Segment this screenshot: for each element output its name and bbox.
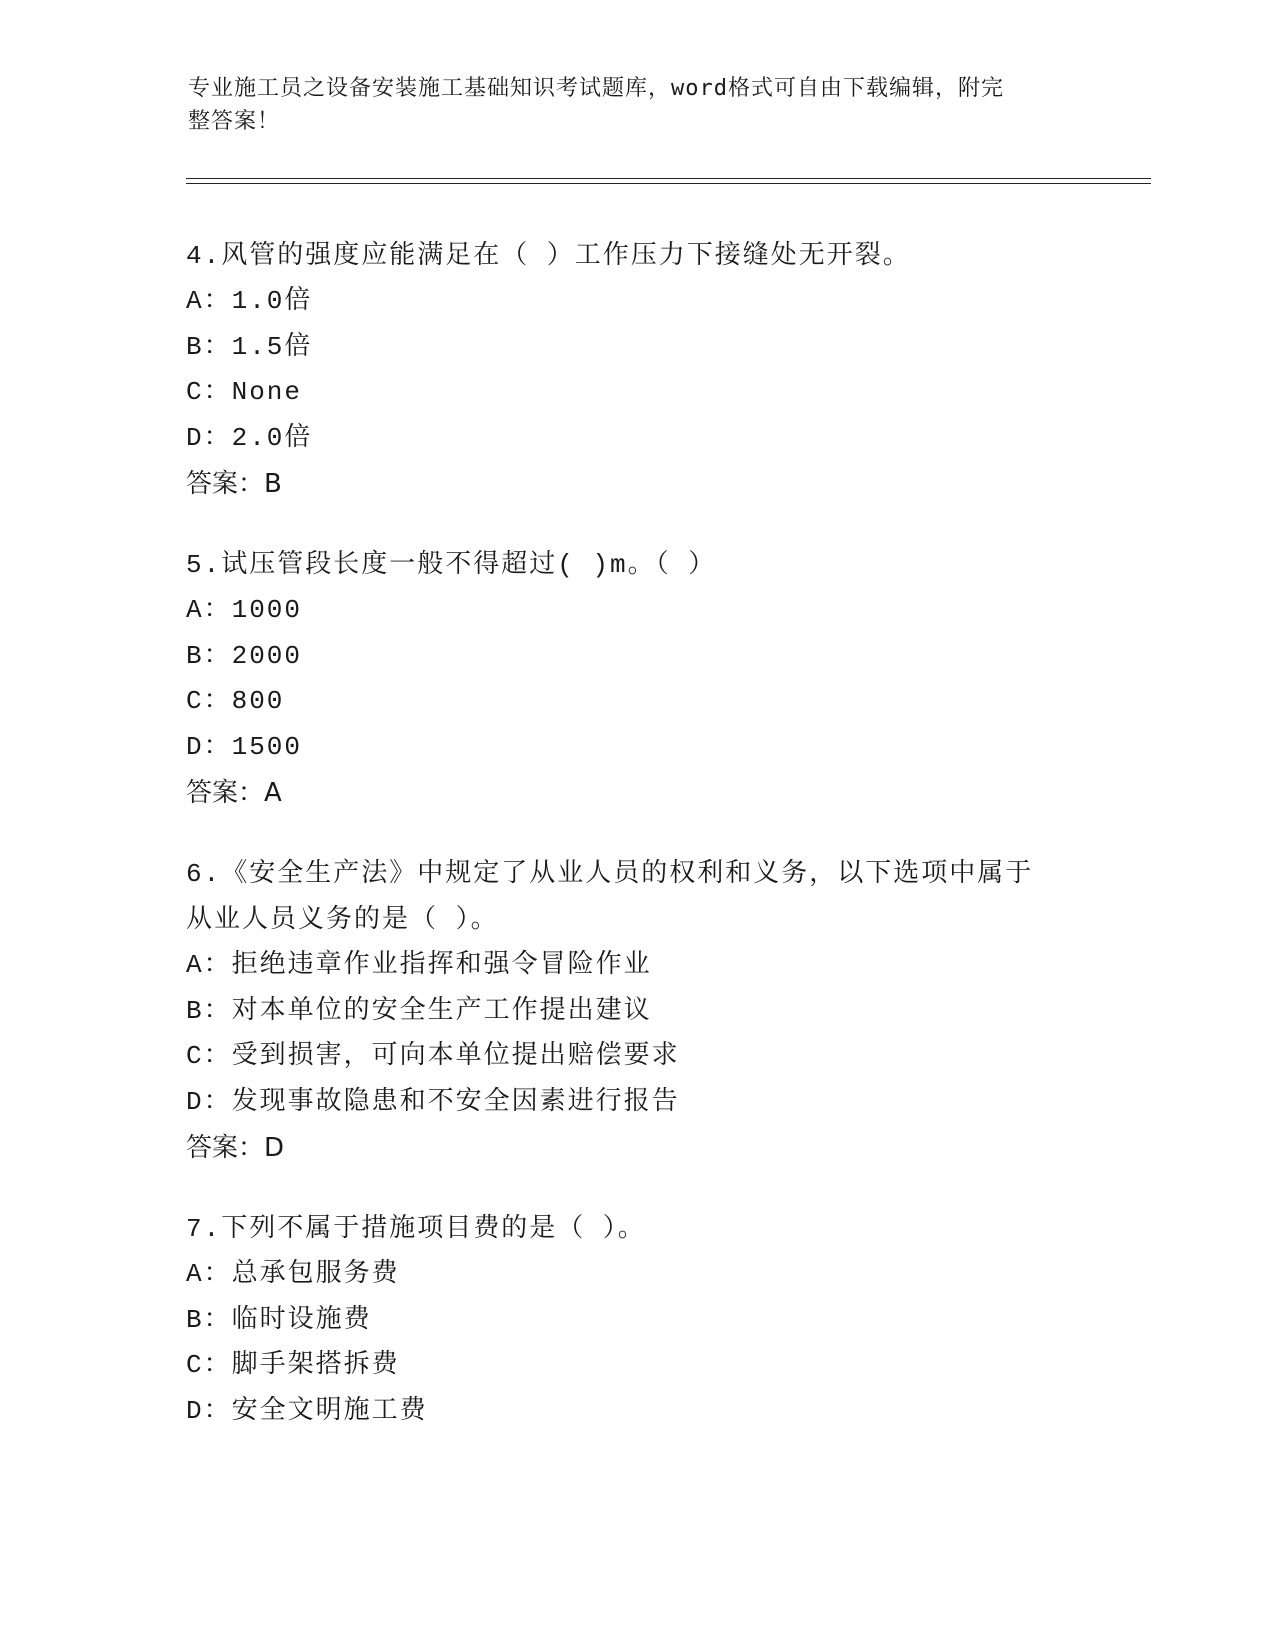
header-line-1: 专业施工员之设备安装施工基础知识考试题库，word格式可自由下载编辑，附完 (188, 76, 1004, 101)
document-header (188, 72, 1088, 138)
question-5 (186, 542, 1186, 816)
option-b: B：1.5倍 (186, 331, 313, 362)
question-stem-line-1: 6.《安全生产法》中规定了从业人员的权利和义务，以下选项中属于 (186, 859, 1034, 889)
question-7 (186, 1206, 1186, 1434)
option-a: A：拒绝违章作业指挥和强令冒险作业 (186, 950, 652, 980)
header-divider-bottom (186, 183, 1151, 184)
option-c: C：800 (186, 686, 285, 716)
answer: 答案：B (186, 469, 282, 499)
option-c: C：脚手架搭拆费 (186, 1350, 400, 1380)
answer: 答案：A (186, 778, 282, 808)
question-stem: 4.风管的强度应能满足在（ ）工作压力下接缝处无开裂。 (186, 241, 911, 271)
option-b: B：2000 (186, 640, 303, 671)
option-a: A：1.0倍 (186, 286, 313, 316)
header-divider-top (186, 178, 1151, 179)
question-6 (186, 851, 1186, 1171)
question-stem-line-2: 从业人员义务的是（ ）。 (186, 905, 499, 935)
option-a: A：1000 (186, 595, 303, 625)
option-c: C：受到损害，可向本单位提出赔偿要求 (186, 1041, 680, 1071)
option-b: B：对本单位的安全生产工作提出建议 (186, 995, 652, 1026)
option-d: D：1500 (186, 731, 303, 762)
question-stem: 7.下列不属于措施项目费的是（ ）。 (186, 1214, 646, 1244)
question-stem: 5.试压管段长度一般不得超过( )m。（ ） (186, 550, 717, 580)
question-list (186, 233, 1186, 1469)
option-b: B：临时设施费 (186, 1304, 372, 1335)
option-a: A：总承包服务费 (186, 1259, 400, 1289)
header-line-2: 整答案！ (188, 109, 281, 134)
option-d: D：安全文明施工费 (186, 1395, 428, 1426)
question-4 (186, 233, 1186, 507)
option-d: D：2.0倍 (186, 422, 313, 453)
option-c: C：None (186, 377, 303, 407)
option-d: D：发现事故隐患和不安全因素进行报告 (186, 1086, 680, 1117)
answer: 答案：D (186, 1133, 285, 1163)
